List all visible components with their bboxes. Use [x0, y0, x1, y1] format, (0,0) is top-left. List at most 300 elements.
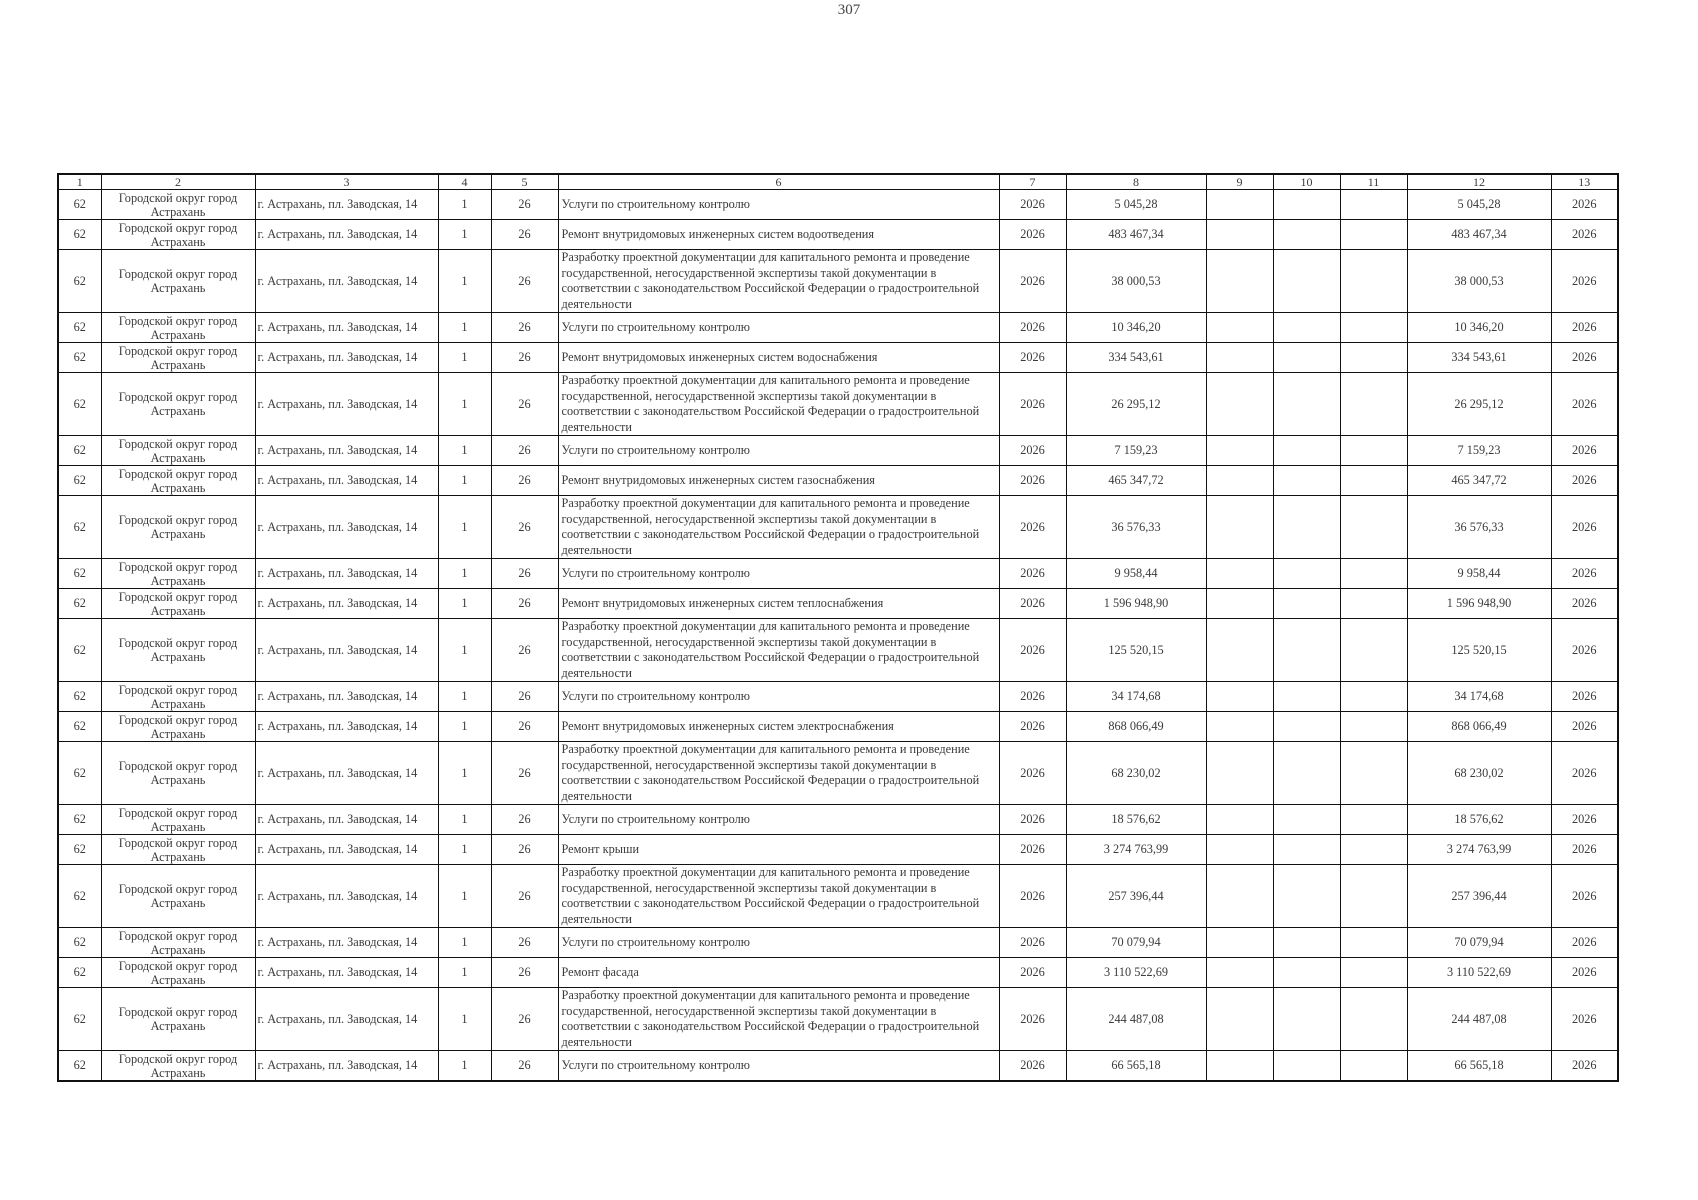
col9-cell [1206, 220, 1273, 250]
cost-cell: 7 159,23 [1407, 436, 1551, 466]
table-row [58, 373, 1618, 436]
work-type-cell: Услуги по строительному контролю [558, 313, 999, 343]
work-type-cell: Услуги по строительному контролю [558, 559, 999, 589]
total-cost-cell: 10 346,20 [1066, 313, 1206, 343]
municipality-cell: Городской округ город Астрахань [101, 250, 255, 313]
col5-cell: 26 [491, 865, 558, 928]
total-cost-cell: 68 230,02 [1066, 742, 1206, 805]
row-number-cell: 62 [58, 190, 101, 220]
work-type-cell: Разработку проектной документации для капитального ремонта и проведение государственной, негосударственной экспертизы такой документации в соответствии с законодательством Российской Федерации о градостроительной деятельности [558, 373, 999, 436]
col4-cell: 1 [438, 250, 491, 313]
year-cell: 2026 [999, 373, 1066, 436]
col10-cell [1273, 928, 1340, 958]
col9-cell [1206, 436, 1273, 466]
municipality-cell: Городской округ город Астрахань [101, 682, 255, 712]
total-cost-cell: 38 000,53 [1066, 250, 1206, 313]
col10-cell [1273, 589, 1340, 619]
year-cell: 2026 [999, 988, 1066, 1051]
row-number-cell: 62 [58, 1051, 101, 1082]
municipality-cell: Городской округ город Астрахань [101, 1051, 255, 1082]
cost-cell: 125 520,15 [1407, 619, 1551, 682]
row-number-cell: 62 [58, 496, 101, 559]
completion-year-cell: 2026 [1551, 190, 1618, 220]
year-cell: 2026 [999, 343, 1066, 373]
col11-cell [1340, 865, 1407, 928]
row-number-cell: 62 [58, 865, 101, 928]
table-row [58, 805, 1618, 835]
work-type-cell: Услуги по строительному контролю [558, 1051, 999, 1082]
year-cell: 2026 [999, 190, 1066, 220]
table-row [58, 343, 1618, 373]
col11-cell [1340, 466, 1407, 496]
col9-cell [1206, 865, 1273, 928]
col11-cell [1340, 712, 1407, 742]
address-cell: г. Астрахань, пл. Заводская, 14 [255, 712, 438, 742]
municipality-cell: Городской округ город Астрахань [101, 436, 255, 466]
address-cell: г. Астрахань, пл. Заводская, 14 [255, 466, 438, 496]
column-header: 5 [491, 174, 558, 190]
col10-cell [1273, 466, 1340, 496]
work-type-cell: Услуги по строительному контролю [558, 436, 999, 466]
col5-cell: 26 [491, 589, 558, 619]
column-header: 9 [1206, 174, 1273, 190]
col5-cell: 26 [491, 559, 558, 589]
col5-cell: 26 [491, 250, 558, 313]
address-cell: г. Астрахань, пл. Заводская, 14 [255, 190, 438, 220]
col4-cell: 1 [438, 619, 491, 682]
col4-cell: 1 [438, 496, 491, 559]
completion-year-cell: 2026 [1551, 865, 1618, 928]
table-row [58, 742, 1618, 805]
col4-cell: 1 [438, 805, 491, 835]
work-type-cell: Услуги по строительному контролю [558, 682, 999, 712]
work-type-cell: Услуги по строительному контролю [558, 190, 999, 220]
completion-year-cell: 2026 [1551, 1051, 1618, 1082]
col11-cell [1340, 742, 1407, 805]
col9-cell [1206, 1051, 1273, 1082]
cost-cell: 38 000,53 [1407, 250, 1551, 313]
col9-cell [1206, 466, 1273, 496]
col11-cell [1340, 589, 1407, 619]
col11-cell [1340, 928, 1407, 958]
address-cell: г. Астрахань, пл. Заводская, 14 [255, 928, 438, 958]
column-header: 2 [101, 174, 255, 190]
municipality-cell: Городской округ город Астрахань [101, 559, 255, 589]
total-cost-cell: 18 576,62 [1066, 805, 1206, 835]
completion-year-cell: 2026 [1551, 835, 1618, 865]
row-number-cell: 62 [58, 988, 101, 1051]
col5-cell: 26 [491, 835, 558, 865]
col4-cell: 1 [438, 988, 491, 1051]
completion-year-cell: 2026 [1551, 373, 1618, 436]
completion-year-cell: 2026 [1551, 619, 1618, 682]
address-cell: г. Астрахань, пл. Заводская, 14 [255, 313, 438, 343]
year-cell: 2026 [999, 250, 1066, 313]
col10-cell [1273, 1051, 1340, 1082]
cost-cell: 244 487,08 [1407, 988, 1551, 1051]
col5-cell: 26 [491, 436, 558, 466]
year-cell: 2026 [999, 865, 1066, 928]
col10-cell [1273, 190, 1340, 220]
col5-cell: 26 [491, 220, 558, 250]
col9-cell [1206, 928, 1273, 958]
col5-cell: 26 [491, 928, 558, 958]
table-row [58, 958, 1618, 988]
col9-cell [1206, 805, 1273, 835]
col9-cell [1206, 250, 1273, 313]
address-cell: г. Астрахань, пл. Заводская, 14 [255, 988, 438, 1051]
total-cost-cell: 7 159,23 [1066, 436, 1206, 466]
col9-cell [1206, 559, 1273, 589]
col5-cell: 26 [491, 190, 558, 220]
col9-cell [1206, 619, 1273, 682]
completion-year-cell: 2026 [1551, 559, 1618, 589]
year-cell: 2026 [999, 496, 1066, 559]
col10-cell [1273, 559, 1340, 589]
table-row [58, 988, 1618, 1051]
col4-cell: 1 [438, 1051, 491, 1082]
col4-cell: 1 [438, 436, 491, 466]
municipality-cell: Городской округ город Астрахань [101, 865, 255, 928]
col10-cell [1273, 343, 1340, 373]
cost-cell: 26 295,12 [1407, 373, 1551, 436]
municipality-cell: Городской округ город Астрахань [101, 313, 255, 343]
row-number-cell: 62 [58, 343, 101, 373]
year-cell: 2026 [999, 835, 1066, 865]
total-cost-cell: 3 274 763,99 [1066, 835, 1206, 865]
address-cell: г. Астрахань, пл. Заводская, 14 [255, 559, 438, 589]
total-cost-cell: 70 079,94 [1066, 928, 1206, 958]
column-header: 13 [1551, 174, 1618, 190]
col10-cell [1273, 220, 1340, 250]
table-row [58, 190, 1618, 220]
address-cell: г. Астрахань, пл. Заводская, 14 [255, 250, 438, 313]
total-cost-cell: 868 066,49 [1066, 712, 1206, 742]
table-row [58, 496, 1618, 559]
address-cell: г. Астрахань, пл. Заводская, 14 [255, 436, 438, 466]
work-type-cell: Разработку проектной документации для капитального ремонта и проведение государственной, негосударственной экспертизы такой документации в соответствии с законодательством Российской Федерации о градостроительной деятельности [558, 988, 999, 1051]
cost-cell: 257 396,44 [1407, 865, 1551, 928]
col11-cell [1340, 619, 1407, 682]
col5-cell: 26 [491, 373, 558, 436]
col10-cell [1273, 988, 1340, 1051]
row-number-cell: 62 [58, 436, 101, 466]
row-number-cell: 62 [58, 712, 101, 742]
col5-cell: 26 [491, 988, 558, 1051]
col11-cell [1340, 958, 1407, 988]
address-cell: г. Астрахань, пл. Заводская, 14 [255, 742, 438, 805]
total-cost-cell: 125 520,15 [1066, 619, 1206, 682]
col11-cell [1340, 343, 1407, 373]
municipality-cell: Городской округ город Астрахань [101, 988, 255, 1051]
cost-cell: 70 079,94 [1407, 928, 1551, 958]
col4-cell: 1 [438, 559, 491, 589]
total-cost-cell: 5 045,28 [1066, 190, 1206, 220]
col4-cell: 1 [438, 958, 491, 988]
table-row [58, 682, 1618, 712]
cost-cell: 36 576,33 [1407, 496, 1551, 559]
year-cell: 2026 [999, 220, 1066, 250]
col9-cell [1206, 589, 1273, 619]
cost-cell: 34 174,68 [1407, 682, 1551, 712]
cost-cell: 1 596 948,90 [1407, 589, 1551, 619]
cost-cell: 334 543,61 [1407, 343, 1551, 373]
address-cell: г. Астрахань, пл. Заводская, 14 [255, 619, 438, 682]
address-cell: г. Астрахань, пл. Заводская, 14 [255, 373, 438, 436]
cost-cell: 3 110 522,69 [1407, 958, 1551, 988]
municipality-cell: Городской округ город Астрахань [101, 958, 255, 988]
col10-cell [1273, 250, 1340, 313]
year-cell: 2026 [999, 712, 1066, 742]
total-cost-cell: 26 295,12 [1066, 373, 1206, 436]
col10-cell [1273, 619, 1340, 682]
year-cell: 2026 [999, 619, 1066, 682]
table-row [58, 466, 1618, 496]
col11-cell [1340, 190, 1407, 220]
table-row [58, 619, 1618, 682]
col11-cell [1340, 835, 1407, 865]
col10-cell [1273, 742, 1340, 805]
cost-cell: 9 958,44 [1407, 559, 1551, 589]
work-type-cell: Разработку проектной документации для капитального ремонта и проведение государственной, негосударственной экспертизы такой документации в соответствии с законодательством Российской Федерации о градостроительной деятельности [558, 250, 999, 313]
municipality-cell: Городской округ город Астрахань [101, 589, 255, 619]
col10-cell [1273, 496, 1340, 559]
address-cell: г. Астрахань, пл. Заводская, 14 [255, 835, 438, 865]
total-cost-cell: 3 110 522,69 [1066, 958, 1206, 988]
total-cost-cell: 465 347,72 [1066, 466, 1206, 496]
table-row [58, 712, 1618, 742]
work-type-cell: Разработку проектной документации для капитального ремонта и проведение государственной, негосударственной экспертизы такой документации в соответствии с законодательством Российской Федерации о градостроительной деятельности [558, 865, 999, 928]
table-row [58, 865, 1618, 928]
col9-cell [1206, 343, 1273, 373]
col10-cell [1273, 313, 1340, 343]
cost-cell: 66 565,18 [1407, 1051, 1551, 1082]
municipality-cell: Городской округ город Астрахань [101, 373, 255, 436]
col10-cell [1273, 805, 1340, 835]
column-number-row [58, 174, 1618, 190]
municipality-cell: Городской округ город Астрахань [101, 619, 255, 682]
address-cell: г. Астрахань, пл. Заводская, 14 [255, 958, 438, 988]
col9-cell [1206, 190, 1273, 220]
year-cell: 2026 [999, 805, 1066, 835]
row-number-cell: 62 [58, 928, 101, 958]
work-type-cell: Ремонт фасада [558, 958, 999, 988]
col4-cell: 1 [438, 220, 491, 250]
table-row [58, 835, 1618, 865]
col10-cell [1273, 712, 1340, 742]
col9-cell [1206, 373, 1273, 436]
col5-cell: 26 [491, 1051, 558, 1082]
completion-year-cell: 2026 [1551, 958, 1618, 988]
year-cell: 2026 [999, 466, 1066, 496]
work-type-cell: Услуги по строительному контролю [558, 928, 999, 958]
address-cell: г. Астрахань, пл. Заводская, 14 [255, 343, 438, 373]
completion-year-cell: 2026 [1551, 436, 1618, 466]
col4-cell: 1 [438, 589, 491, 619]
repair-register-table [57, 173, 1619, 1082]
column-header: 3 [255, 174, 438, 190]
work-type-cell: Ремонт внутридомовых инженерных систем водоотведения [558, 220, 999, 250]
row-number-cell: 62 [58, 313, 101, 343]
table-row [58, 313, 1618, 343]
work-type-cell: Разработку проектной документации для капитального ремонта и проведение государственной, негосударственной экспертизы такой документации в соответствии с законодательством Российской Федерации о градостроительной деятельности [558, 619, 999, 682]
work-type-cell: Ремонт внутридомовых инженерных систем газоснабжения [558, 466, 999, 496]
row-number-cell: 62 [58, 742, 101, 805]
municipality-cell: Городской округ город Астрахань [101, 190, 255, 220]
page-number: 307 [837, 2, 861, 18]
work-type-cell: Разработку проектной документации для капитального ремонта и проведение государственной, негосударственной экспертизы такой документации в соответствии с законодательством Российской Федерации о градостроительной деятельности [558, 742, 999, 805]
work-type-cell: Услуги по строительному контролю [558, 805, 999, 835]
column-header: 12 [1407, 174, 1551, 190]
col10-cell [1273, 436, 1340, 466]
completion-year-cell: 2026 [1551, 928, 1618, 958]
municipality-cell: Городской округ город Астрахань [101, 712, 255, 742]
completion-year-cell: 2026 [1551, 589, 1618, 619]
col5-cell: 26 [491, 343, 558, 373]
row-number-cell: 62 [58, 682, 101, 712]
municipality-cell: Городской округ город Астрахань [101, 742, 255, 805]
col4-cell: 1 [438, 682, 491, 712]
municipality-cell: Городской округ город Астрахань [101, 220, 255, 250]
completion-year-cell: 2026 [1551, 805, 1618, 835]
year-cell: 2026 [999, 313, 1066, 343]
col4-cell: 1 [438, 742, 491, 805]
col11-cell [1340, 496, 1407, 559]
col9-cell [1206, 988, 1273, 1051]
cost-cell: 10 346,20 [1407, 313, 1551, 343]
table-row [58, 250, 1618, 313]
work-type-cell: Ремонт внутридомовых инженерных систем водоснабжения [558, 343, 999, 373]
cost-cell: 465 347,72 [1407, 466, 1551, 496]
column-header: 1 [58, 174, 101, 190]
row-number-cell: 62 [58, 559, 101, 589]
col9-cell [1206, 958, 1273, 988]
completion-year-cell: 2026 [1551, 220, 1618, 250]
total-cost-cell: 483 467,34 [1066, 220, 1206, 250]
column-header: 6 [558, 174, 999, 190]
table-row [58, 1051, 1618, 1082]
address-cell: г. Астрахань, пл. Заводская, 14 [255, 589, 438, 619]
row-number-cell: 62 [58, 958, 101, 988]
col11-cell [1340, 682, 1407, 712]
address-cell: г. Астрахань, пл. Заводская, 14 [255, 682, 438, 712]
col5-cell: 26 [491, 742, 558, 805]
total-cost-cell: 66 565,18 [1066, 1051, 1206, 1082]
total-cost-cell: 244 487,08 [1066, 988, 1206, 1051]
completion-year-cell: 2026 [1551, 682, 1618, 712]
completion-year-cell: 2026 [1551, 496, 1618, 559]
col4-cell: 1 [438, 928, 491, 958]
total-cost-cell: 34 174,68 [1066, 682, 1206, 712]
col9-cell [1206, 496, 1273, 559]
completion-year-cell: 2026 [1551, 712, 1618, 742]
col11-cell [1340, 220, 1407, 250]
column-header: 10 [1273, 174, 1340, 190]
row-number-cell: 62 [58, 835, 101, 865]
col10-cell [1273, 835, 1340, 865]
address-cell: г. Астрахань, пл. Заводская, 14 [255, 805, 438, 835]
total-cost-cell: 257 396,44 [1066, 865, 1206, 928]
address-cell: г. Астрахань, пл. Заводская, 14 [255, 1051, 438, 1082]
municipality-cell: Городской округ город Астрахань [101, 343, 255, 373]
table-row [58, 436, 1618, 466]
total-cost-cell: 1 596 948,90 [1066, 589, 1206, 619]
table-row [58, 589, 1618, 619]
completion-year-cell: 2026 [1551, 250, 1618, 313]
col11-cell [1340, 250, 1407, 313]
year-cell: 2026 [999, 928, 1066, 958]
col4-cell: 1 [438, 466, 491, 496]
col4-cell: 1 [438, 712, 491, 742]
column-header: 8 [1066, 174, 1206, 190]
col10-cell [1273, 682, 1340, 712]
column-header: 7 [999, 174, 1066, 190]
cost-cell: 68 230,02 [1407, 742, 1551, 805]
col5-cell: 26 [491, 466, 558, 496]
col11-cell [1340, 559, 1407, 589]
completion-year-cell: 2026 [1551, 742, 1618, 805]
year-cell: 2026 [999, 682, 1066, 712]
col4-cell: 1 [438, 865, 491, 928]
column-header: 11 [1340, 174, 1407, 190]
cost-cell: 868 066,49 [1407, 712, 1551, 742]
work-type-cell: Разработку проектной документации для капитального ремонта и проведение государственной, негосударственной экспертизы такой документации в соответствии с законодательством Российской Федерации о градостроительной деятельности [558, 496, 999, 559]
year-cell: 2026 [999, 589, 1066, 619]
total-cost-cell: 9 958,44 [1066, 559, 1206, 589]
col9-cell [1206, 682, 1273, 712]
col5-cell: 26 [491, 313, 558, 343]
col9-cell [1206, 742, 1273, 805]
municipality-cell: Городской округ город Астрахань [101, 496, 255, 559]
col4-cell: 1 [438, 373, 491, 436]
col5-cell: 26 [491, 805, 558, 835]
row-number-cell: 62 [58, 466, 101, 496]
cost-cell: 483 467,34 [1407, 220, 1551, 250]
cost-cell: 18 576,62 [1407, 805, 1551, 835]
address-cell: г. Астрахань, пл. Заводская, 14 [255, 496, 438, 559]
col5-cell: 26 [491, 958, 558, 988]
row-number-cell: 62 [58, 589, 101, 619]
col11-cell [1340, 436, 1407, 466]
col5-cell: 26 [491, 712, 558, 742]
table-body [58, 190, 1618, 1082]
completion-year-cell: 2026 [1551, 343, 1618, 373]
col9-cell [1206, 712, 1273, 742]
year-cell: 2026 [999, 1051, 1066, 1082]
col10-cell [1273, 865, 1340, 928]
table-row [58, 559, 1618, 589]
col10-cell [1273, 958, 1340, 988]
table-row [58, 220, 1618, 250]
col11-cell [1340, 1051, 1407, 1082]
col4-cell: 1 [438, 343, 491, 373]
row-number-cell: 62 [58, 805, 101, 835]
year-cell: 2026 [999, 958, 1066, 988]
col10-cell [1273, 373, 1340, 436]
address-cell: г. Астрахань, пл. Заводская, 14 [255, 220, 438, 250]
row-number-cell: 62 [58, 220, 101, 250]
completion-year-cell: 2026 [1551, 466, 1618, 496]
col4-cell: 1 [438, 190, 491, 220]
year-cell: 2026 [999, 436, 1066, 466]
municipality-cell: Городской округ город Астрахань [101, 835, 255, 865]
row-number-cell: 62 [58, 619, 101, 682]
row-number-cell: 62 [58, 373, 101, 436]
work-type-cell: Ремонт крыши [558, 835, 999, 865]
total-cost-cell: 36 576,33 [1066, 496, 1206, 559]
col5-cell: 26 [491, 682, 558, 712]
year-cell: 2026 [999, 559, 1066, 589]
